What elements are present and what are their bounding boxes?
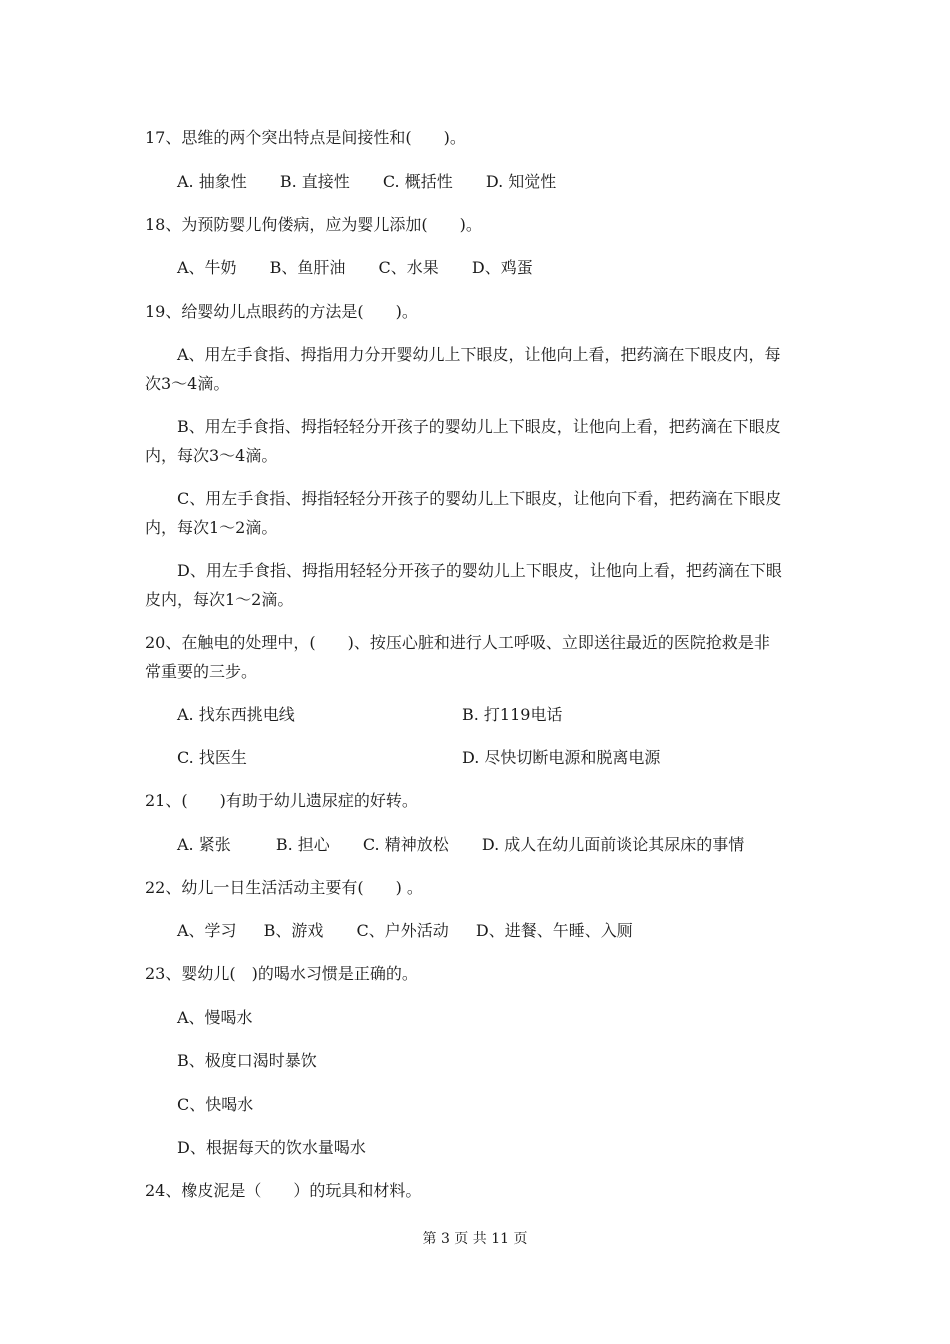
question-19-option-a-line2: 次3～4滴。 xyxy=(145,374,230,393)
question-19-option-b-line2: 内，每次3～4滴。 xyxy=(145,446,278,465)
question-23-option-a: A、慢喝水 xyxy=(177,1008,253,1027)
question-21-options xyxy=(177,835,772,855)
question-23-stem: 23、婴幼儿( )的喝水习惯是正确的。 xyxy=(145,964,418,983)
question-23-option-b: B、极度口渴时暴饮 xyxy=(177,1051,317,1070)
question-20-option-d: D. 尽快切断电源和脱离电源 xyxy=(462,748,661,767)
question-19-stem: 19、给婴幼儿点眼药的方法是( )。 xyxy=(145,302,418,321)
option-c: C. 精神放松 xyxy=(362,835,449,854)
question-23-option-c: C、快喝水 xyxy=(177,1095,254,1114)
option-a: A. 抽象性 xyxy=(177,172,247,191)
option-b: B. 担心 xyxy=(275,835,330,854)
option-a: A、牛奶 xyxy=(177,258,237,277)
question-20-stem-line1: 20、在触电的处理中，( )、按压心脏和进行人工呼吸、立即送往最近的医院抢救是非 xyxy=(145,633,770,652)
question-19-option-c-line2: 内，每次1～2滴。 xyxy=(145,518,278,537)
option-d: D、鸡蛋 xyxy=(471,258,533,277)
question-17-stem: 17、思维的两个突出特点是间接性和( )。 xyxy=(145,128,466,147)
option-b: B. 直接性 xyxy=(279,172,350,191)
question-20-option-c: C. 找医生 xyxy=(177,748,247,767)
question-23-option-d: D、根据每天的饮水量喝水 xyxy=(177,1138,366,1157)
question-20-stem-line2: 常重要的三步。 xyxy=(145,662,258,681)
question-18-stem: 18、为预防婴儿佝偻病，应为婴儿添加( )。 xyxy=(145,215,482,234)
option-a: A、学习 xyxy=(177,921,237,940)
option-d: D. 知觉性 xyxy=(485,172,557,191)
question-22-stem: 22、幼儿一日生活活动主要有( ) 。 xyxy=(145,878,423,897)
question-18-options xyxy=(177,258,561,278)
question-19-option-c-line1: C、用左手食指、拇指轻轻分开孩子的婴幼儿上下眼皮，让他向下看，把药滴在下眼皮 xyxy=(177,489,782,508)
question-20-option-a: A. 找东西挑电线 xyxy=(177,705,295,724)
question-19-option-b-line1: B、用左手食指、拇指轻轻分开孩子的婴幼儿上下眼皮，让他向上看，把药滴在下眼皮 xyxy=(177,417,781,436)
option-c: C. 概括性 xyxy=(382,172,453,191)
page-number-footer: 第 3 页 共 11 页 xyxy=(422,1231,528,1247)
option-d: D、进餐、午睡、入厕 xyxy=(475,921,633,940)
question-20-option-b: B. 打119电话 xyxy=(462,705,563,724)
question-19-option-d-line1: D、用左手食指、拇指用轻轻分开孩子的婴幼儿上下眼皮，让他向上看，把药滴在下眼 xyxy=(177,561,782,580)
option-b: B、鱼肝油 xyxy=(269,258,346,277)
question-21-stem: 21、( )有助于幼儿遗尿症的好转。 xyxy=(145,791,418,810)
question-22-options xyxy=(177,921,661,941)
option-c: C、户外活动 xyxy=(356,921,449,940)
option-a: A. 紧张 xyxy=(177,835,231,854)
question-17-options xyxy=(177,172,584,192)
question-19-option-d-line2: 皮内，每次1～2滴。 xyxy=(145,590,294,609)
option-d: D. 成人在幼儿面前谈论其尿床的事情 xyxy=(481,835,745,854)
option-c: C、水果 xyxy=(378,258,439,277)
question-19-option-a-line1: A、用左手食指、拇指用力分开婴幼儿上下眼皮，让他向上看，把药滴在下眼皮内，每 xyxy=(177,345,781,364)
question-24-stem: 24、橡皮泥是（ ）的玩具和材料。 xyxy=(145,1181,422,1200)
option-b: B、游戏 xyxy=(263,921,324,940)
